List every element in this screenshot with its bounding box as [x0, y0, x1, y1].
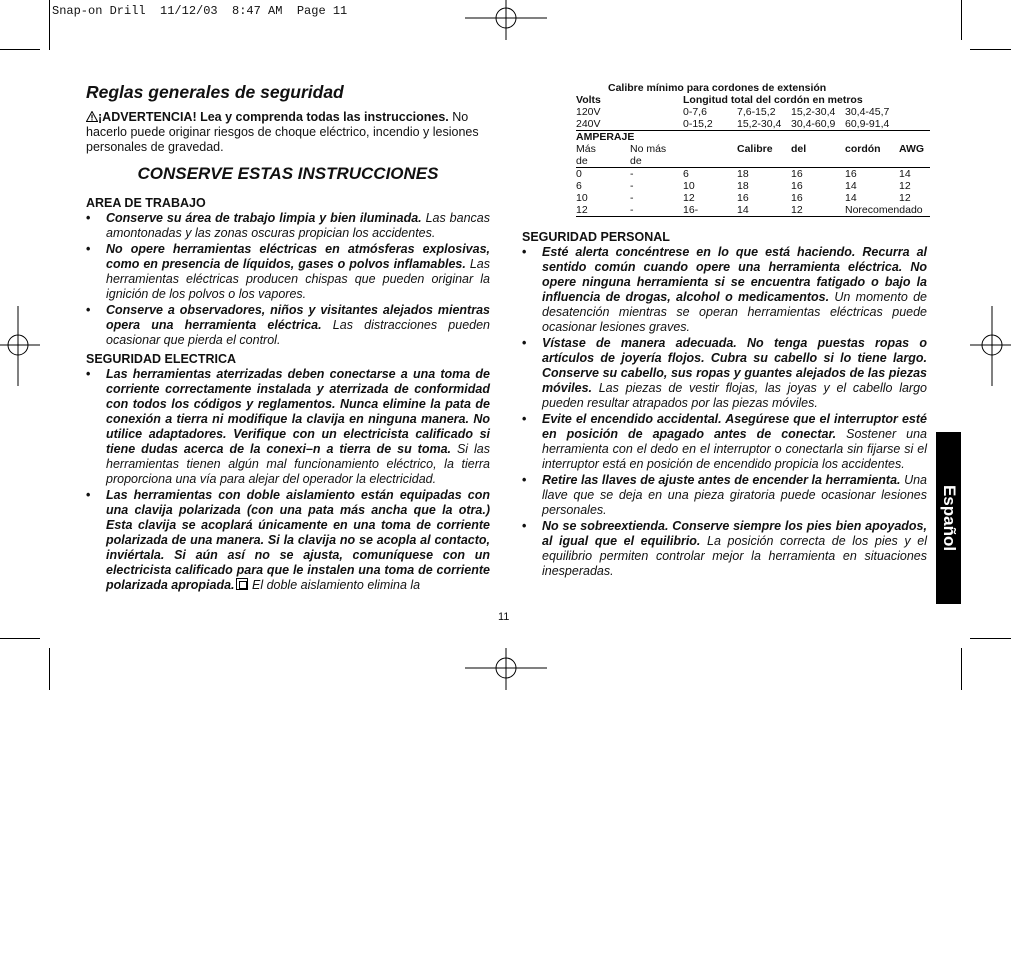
- bullet-list: [86, 211, 490, 348]
- section-heading: AREA DE TRABAJO: [86, 196, 206, 210]
- registration-mark-icon: [465, 648, 547, 690]
- registration-mark-icon: [465, 0, 547, 40]
- list-item: • Retire las llaves de ajuste antes de encender la herramienta. Una llave que se deja en una pieza giratoria puede ocasionar lesiones personales.: [522, 473, 927, 517]
- table-row: 240V 0-15,2 15,2-30,4 30,4-60,9 60,9-91,4: [576, 118, 890, 130]
- bullet-list: [86, 367, 490, 593]
- section-heading: SEGURIDAD PERSONAL: [522, 230, 670, 244]
- table-row: 120V 0-7,6 7,6-15,2 15,2-30,4 30,4-45,7: [576, 106, 890, 118]
- list-item: • Conserve su área de trabajo limpia y bien iluminada. Las bancas amontonadas y las zonas oscuras propician los accidentes.: [86, 211, 490, 240]
- table-row: 12 - 16- 14 12 Norecomendado: [576, 204, 930, 217]
- language-tab: [936, 432, 961, 604]
- list-item: • Esté alerta concéntrese en lo que está haciendo. Recurra al sentido común cuando opere una herramienta eléctrica. No opere ninguna herramienta si se encuentra fatigado o bajo la influencia de drogas, alcohol o medicamentos. Un momento de desatención mientras se operan herramientas eléctricas puede ocasionar lesiones graves.: [522, 245, 927, 334]
- bullet-list: [522, 245, 927, 579]
- left-column: [86, 82, 490, 594]
- warning-paragraph: [86, 110, 490, 155]
- cord-table-grid: [576, 94, 930, 217]
- page-title: Reglas generales de seguridad: [86, 82, 344, 102]
- print-header: Snap-on Drill 11/12/03 8:47 AM Page 11: [52, 4, 348, 18]
- list-item: • Las herramientas con doble aislamiento están equipadas con una clavija polarizada (con una pata más ancha que la otra.) Esta clavija se acoplará únicamente en una toma de corriente polarizada de una manera. Si la clavija no se acopla al contacto, inviértala. Si aún así no se ajusta, comuníquese con un electricista calificado para que le instalen una toma de corriente polarizada apropiada. El doble aislamiento elimina la: [86, 488, 490, 592]
- right-column: [522, 230, 927, 580]
- crop-mark: [49, 648, 50, 690]
- list-item: • Evite el encendido accidental. Asegúrese que el interruptor esté en posición de apagado antes de conectar. Sostener una herramienta con el dedo en el interruptor o conectarla sin fijarse si el interruptor está en posición de encendido propicia los accidentes.: [522, 412, 927, 471]
- table-row: 0 - 6 18 16 16 14: [576, 168, 911, 180]
- crop-mark: [961, 648, 962, 690]
- crop-mark: [0, 638, 40, 639]
- table-header-row: Más de No más de Calibre del cordón AWG: [576, 143, 930, 168]
- section-heading: SEGURIDAD ELECTRICA: [86, 352, 237, 366]
- registration-mark-icon: [970, 306, 1011, 386]
- table-row: 10 - 12 16 16 14 12: [576, 192, 911, 204]
- registration-mark-icon: [0, 306, 40, 386]
- page-number: 11: [498, 611, 510, 623]
- list-item: • Vístase de manera adecuada. No tenga puestas ropas o artículos de joyería flojos. Cubra su cabello si lo tiene largo. Conserve su cabello, sus ropas y guantes alejados de las piezas móviles. Las piezas de vestir flojas, las joyas y el cabello largo pueden resultar atrapados por las piezas móviles.: [522, 336, 927, 410]
- warning-text: No hacerlo puede originar riesgos de choque eléctrico, incendio y lesiones personales de gravedad.: [86, 110, 479, 154]
- list-item: • Las herramientas aterrizadas deben conectarse a una toma de corriente correctamente instalada y aterrizada de conformidad con todos los códigos y reglamentos. Nunca elimine la pata de conexión a tierra ni modifique la clavija en ninguna manera. No utilice adaptadores. Verifique con un electricista calificado si tiene dudas acerca de la conexi–n a tierra de su toma. Si las herramientas tienen algún mal funcionamiento eléctrico, la tierra proporciona una vía para alejar del operador la electricidad.: [86, 367, 490, 486]
- crop-mark: [970, 638, 1011, 639]
- crop-mark: [49, 0, 50, 50]
- volts-label: Volts: [576, 94, 601, 106]
- crop-mark: [961, 0, 962, 40]
- conserve-heading: CONSERVE ESTAS INSTRUCCIONES: [137, 164, 439, 183]
- list-item: • No opere herramientas eléctricas en atmósferas explosivas, como en presencia de líquidos, gases o polvos inflamables. Las herramientas eléctricas producen chispas que pueden originar la ignición de los polvos o los vapores.: [86, 242, 490, 301]
- table-row: 6 - 10 18 16 14 12: [576, 180, 911, 192]
- list-item: • Conserve a observadores, niños y visitantes alejados mientras opera una herramienta eléctrica. Las distracciones pueden ocasionar que pierda el control.: [86, 303, 490, 347]
- language-tab-label: Español: [939, 484, 959, 552]
- crop-mark: [970, 49, 1011, 50]
- double-insulation-icon: [236, 578, 248, 590]
- amperaje-label: AMPERAJE: [576, 131, 930, 144]
- extension-cord-table: [576, 82, 930, 217]
- length-label: Longitud total del cordón en metros: [683, 94, 863, 106]
- list-item: • No se sobreextienda. Conserve siempre los pies bien apoyados, al igual que el equilibrio. La posición correcta de los pies y el equilibrio permiten controlar mejor la herramienta en situaciones inesperadas.: [522, 519, 927, 578]
- table-title: Calibre mínimo para cordones de extensión: [608, 82, 827, 94]
- warning-triangle-icon: [86, 111, 98, 122]
- warning-bold: ¡ADVERTENCIA! Lea y comprenda todas las instrucciones.: [98, 110, 449, 124]
- crop-mark: [0, 49, 40, 50]
